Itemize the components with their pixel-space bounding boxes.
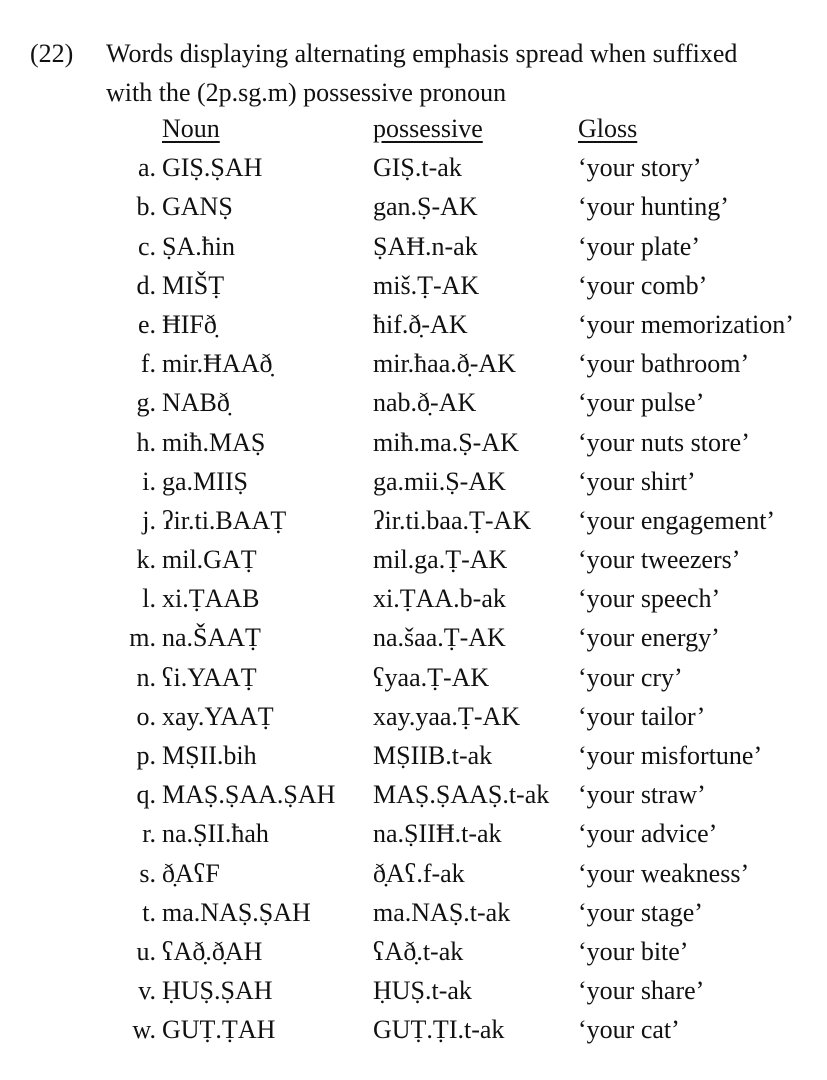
gloss-cell: ‘your memorization’ bbox=[578, 309, 794, 339]
possessive-cell: mil.ga.Ṭ-AK bbox=[373, 545, 508, 575]
gloss-cell: ‘your advice’ bbox=[578, 819, 718, 849]
possessive-cell: miš.Ṭ-AK bbox=[373, 270, 480, 300]
example-number: (22) bbox=[30, 39, 74, 68]
possessive-cell: miħ.ma.Ṣ-AK bbox=[373, 427, 519, 457]
possessive-cell: MAṢ.ṢAAṢ.t-ak bbox=[373, 780, 550, 810]
row-label: m. bbox=[129, 623, 156, 653]
row-label: j. bbox=[142, 505, 156, 535]
possessive-cell: MṢIIB.t-ak bbox=[373, 741, 493, 770]
gloss-cell: ‘your straw’ bbox=[578, 780, 706, 810]
noun-cell: ṢA.ħin bbox=[162, 231, 235, 261]
gloss-cell: ‘your plate’ bbox=[578, 231, 701, 261]
row-label: c. bbox=[137, 231, 156, 261]
gloss-cell: ‘your weakness’ bbox=[578, 858, 750, 888]
possessive-cell: nab.ð̣-AK bbox=[373, 388, 477, 418]
possessive-cell: gan.Ṣ-AK bbox=[373, 192, 478, 222]
gloss-cell: ‘your tweezers’ bbox=[578, 545, 741, 575]
noun-cell: ð̣AʕF bbox=[162, 858, 220, 888]
row-label: e. bbox=[137, 309, 156, 339]
noun-cell: xi.ṬAAB bbox=[162, 584, 260, 614]
noun-cell: MIŠṬ bbox=[162, 270, 225, 300]
example-caption-line-1: Words displaying alternating emphasis spread when suffixed bbox=[106, 39, 738, 68]
possessive-cell: ħif.ð̣-AK bbox=[373, 309, 468, 339]
gloss-cell: ‘your story’ bbox=[578, 153, 702, 183]
possessive-cell: ga.mii.Ṣ-AK bbox=[373, 466, 506, 496]
gloss-cell: ‘your shirt’ bbox=[578, 466, 696, 496]
row-label: n. bbox=[136, 662, 156, 692]
gloss-cell: ‘your speech’ bbox=[578, 584, 721, 614]
gloss-cell: ‘your engagement’ bbox=[578, 505, 776, 535]
noun-cell: GIṢ.ṢAH bbox=[162, 153, 263, 183]
noun-cell: GUṬ.ṬAH bbox=[162, 1015, 276, 1045]
row-label: g. bbox=[136, 388, 156, 418]
noun-cell: MAṢ.ṢAA.ṢAH bbox=[162, 780, 336, 810]
gloss-cell: ‘your cry’ bbox=[578, 662, 683, 692]
noun-cell: ḤUṢ.ṢAH bbox=[162, 976, 273, 1006]
row-label: d. bbox=[136, 270, 156, 300]
row-label: o. bbox=[136, 701, 156, 731]
possessive-cell: ʕyaa.Ṭ-AK bbox=[373, 662, 490, 692]
noun-cell: ga.MIIṢ bbox=[162, 466, 248, 496]
noun-cell: ʔir.ti.BAAṬ bbox=[162, 505, 287, 535]
row-label: l. bbox=[142, 584, 156, 614]
row-label: t. bbox=[142, 897, 156, 927]
row-label: q. bbox=[136, 780, 156, 810]
noun-cell: mil.GAṬ bbox=[162, 545, 257, 575]
gloss-cell: ‘your share’ bbox=[578, 976, 705, 1006]
gloss-cell: ‘your bathroom’ bbox=[578, 349, 750, 379]
column-header-gloss: Gloss bbox=[578, 114, 638, 143]
row-label: b. bbox=[136, 192, 156, 222]
noun-cell: NABð̣ bbox=[162, 388, 230, 418]
noun-cell: na.ṢII.ħah bbox=[162, 819, 269, 849]
possessive-cell: na.šaa.Ṭ-AK bbox=[373, 623, 506, 653]
possessive-cell: mir.ħaa.ð̣-AK bbox=[373, 349, 516, 379]
possessive-cell: ma.NAṢ.t-ak bbox=[373, 897, 511, 927]
gloss-cell: ‘your bite’ bbox=[578, 936, 689, 966]
noun-cell: ʕi.YAAṬ bbox=[162, 662, 257, 692]
possessive-cell: ḤUṢ.t-ak bbox=[373, 976, 472, 1006]
gloss-cell: ‘your comb’ bbox=[578, 270, 708, 300]
possessive-cell: xay.yaa.Ṭ-AK bbox=[373, 701, 521, 731]
example-caption-line-2: with the (2p.sg.m) possessive pronoun bbox=[106, 78, 507, 107]
gloss-cell: ‘your hunting’ bbox=[578, 192, 729, 222]
row-label: f. bbox=[140, 349, 156, 379]
noun-cell: GANṢ bbox=[162, 192, 233, 222]
possessive-cell: na.ṢIIĦ.t-ak bbox=[373, 819, 502, 849]
gloss-cell: ‘your tailor’ bbox=[578, 701, 706, 731]
row-label: p. bbox=[136, 741, 156, 770]
column-header-possessive: possessive bbox=[373, 114, 483, 143]
noun-cell: ĦIFð̣ bbox=[162, 309, 217, 339]
gloss-cell: ‘your misfortune’ bbox=[578, 741, 763, 770]
row-label: w. bbox=[132, 1015, 156, 1045]
row-label: h. bbox=[136, 427, 156, 457]
gloss-cell: ‘your stage’ bbox=[578, 897, 703, 927]
possessive-cell: GIṢ.t-ak bbox=[373, 153, 462, 183]
possessive-cell: ð̣Aʕ.f-ak bbox=[373, 858, 465, 888]
row-label: v. bbox=[138, 976, 156, 1006]
gloss-cell: ‘your nuts store’ bbox=[578, 427, 750, 457]
row-label: a. bbox=[137, 153, 156, 183]
possessive-cell: GUṬ.ṬI.t-ak bbox=[373, 1015, 505, 1045]
gloss-cell: ‘your energy’ bbox=[578, 623, 720, 653]
row-label: s. bbox=[139, 858, 156, 888]
noun-cell: ma.NAṢ.ṢAH bbox=[162, 897, 311, 927]
noun-cell: xay.YAAṬ bbox=[162, 701, 274, 731]
possessive-cell: ʔir.ti.baa.Ṭ-AK bbox=[373, 505, 532, 535]
row-label: u. bbox=[136, 936, 156, 966]
possessive-cell: ṢAĦ.n-ak bbox=[373, 231, 478, 261]
noun-cell: MṢII.bih bbox=[162, 741, 257, 770]
noun-cell: ʕAð̣.ð̣AH bbox=[162, 936, 263, 966]
noun-cell: mir.ĦAAð̣ bbox=[162, 349, 273, 379]
row-label: r. bbox=[142, 819, 156, 849]
example-caption bbox=[106, 34, 827, 112]
possessive-cell: xi.ṬAA.b-ak bbox=[373, 584, 506, 614]
row-label: i. bbox=[142, 466, 156, 496]
column-header-noun: Noun bbox=[162, 114, 220, 143]
gloss-cell: ‘your pulse’ bbox=[578, 388, 705, 418]
noun-cell: miħ.MAṢ bbox=[162, 427, 266, 457]
possessive-cell: ʕAð̣.t-ak bbox=[373, 936, 464, 966]
row-label: k. bbox=[136, 545, 156, 575]
gloss-cell: ‘your cat’ bbox=[578, 1015, 680, 1045]
noun-cell: na.ŠAAṬ bbox=[162, 623, 261, 653]
